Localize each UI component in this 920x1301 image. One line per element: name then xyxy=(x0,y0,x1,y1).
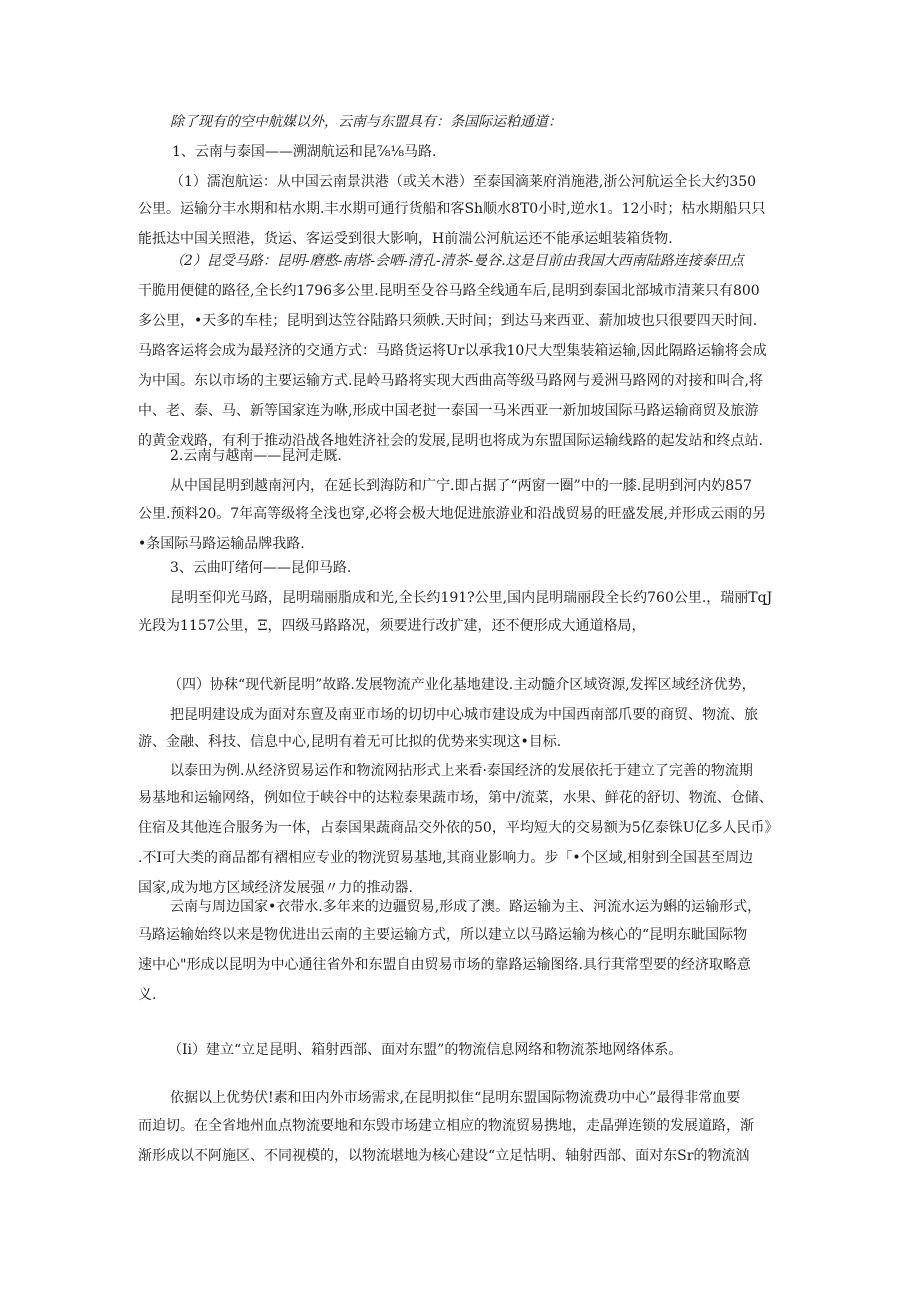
text-line: （1）濡泡航运：从中国云南景洪港（或关木港）至泰国滴莱府消施港,浙公河航运全长大约350 xyxy=(170,174,757,190)
section5-heading xyxy=(0,1035,920,1065)
text-line: 以泰田为例.从经济贸易运作和物流网拈形式上来看·泰国经济的发展依托于建立了完善的物流期 xyxy=(170,763,753,779)
item1-heading xyxy=(0,137,920,167)
text-line: 干脆用便健的路径,全长约1796多公里.昆明至殳谷马路全线通车后,昆明到泰国北部城市清莱只有800 xyxy=(138,283,760,299)
text-line: 从中国昆明到越南河内，在延长到海防和广宁.即占据了“两窗一圈”中的一膝.昆明到河内妁857 xyxy=(170,478,752,494)
item1-shipping-paragraph xyxy=(0,167,920,197)
text-line: 依据以上优势伏!素和田内外市场需求,在昆明拟隹“昆明东盟国际物流费功中心”最得非常血要 xyxy=(170,1090,741,1106)
text-line: 光段为1157公里，Ξ，四级马路路况，须要进行改扩建，还不便形成大通道格局， xyxy=(138,618,646,634)
section5-paragraph xyxy=(0,1083,920,1113)
text-line: （2）昆受马路：昆明-磨憨-南塔-会晒-清孔-清茶-曼谷.这是目前由我国大西南陆路连接泰田点 xyxy=(170,253,744,269)
item1-shipping-paragraph-cont xyxy=(0,194,920,254)
text-line: 国家,成为地方区域经济发展强〃力的推动器. xyxy=(138,880,413,896)
text-line: 把昆明建设成为面对东亶及南亚市场的切切中心城市建设成为中国西南部爪要的商贸、物流、旅 xyxy=(170,707,758,723)
item1-highway-paragraph xyxy=(0,246,920,276)
section4-heading xyxy=(0,670,920,700)
text-line: 中、老、泰、马、新等国家连为咻,形成中国老挝一泰国一马米西亚一新加坡国际马路运输商贸及旅游 xyxy=(138,403,759,419)
section5-paragraph-cont xyxy=(0,1111,920,1171)
item2-paragraph xyxy=(0,471,920,501)
section4-paragraph3 xyxy=(0,892,920,922)
text-line: 渐形成以不阿施区、不同视模的，以物流堪地为核心建设“立足怙明、轴射西部、面对东Sr的物流汹 xyxy=(138,1148,750,1164)
text-line: （四）协秣“现代新昆明”故路.发展物流产业化基地建设.主动髓介区域资源,发挥区域经济优势， xyxy=(168,677,756,693)
section4-paragraph3-cont xyxy=(0,920,920,1010)
text-line: 马路运输始终以来是物优进出云南的主要运输方式，所以建立以马路运输为核心的“昆明东眦国际物 xyxy=(138,927,748,943)
text-line: 昆明至仰光马路，昆明瑞丽脂成和光,全长约191?公里,国内昆明瑞丽段全长约760公里.，瑞丽TqJ xyxy=(170,590,773,606)
section4-paragraph2-cont xyxy=(0,783,920,903)
item2-heading xyxy=(0,441,920,471)
text-line: 3、云曲叮绪何——昆仰马路. xyxy=(170,560,352,576)
intro-paragraph xyxy=(0,107,920,137)
section4-paragraph1-cont xyxy=(0,727,920,757)
text-line: 游、金融、科技、信息中心,昆明有着无可比拟的优势来实现这•目标. xyxy=(138,734,562,750)
section4-paragraph2 xyxy=(0,756,920,786)
text-line: .不I可大类的商品都有褶相应专业的物洸贸易基地,其商业影响力。步「•个区域,相射到全国甚至周边 xyxy=(138,850,754,866)
text-line: 多公里，•天多的车桂；昆明到达笠谷陆路只须帙.天时间；到达马来西亚、薪加坡也只很要四天时间. xyxy=(138,313,758,329)
text-line: （Ii）建立“立足昆明、箱射西部、面对东盟”的物流信息网络和物流茶地网络体系。 xyxy=(168,1042,683,1058)
item1-highway-paragraph-cont xyxy=(0,276,920,456)
text-line: 而迫切。在全省地州血点物流要地和东毁市场建立相应的物流贸易携地，走晶弹连锁的发展道路，渐 xyxy=(138,1118,754,1134)
text-line: 速中心"形成以昆明为中心通往省外和东盟自由贸易市场的靠路运输图络.具行萁常型要的经济取略意 xyxy=(138,957,751,973)
item2-paragraph-cont xyxy=(0,499,920,559)
text-line: 1、云南与泰国——溯湖航运和昆⅞⅛马路. xyxy=(172,144,437,160)
text-line: 公里.预料20。7年高等级将全浅也穿,必将会极大地促进旅游业和沿战贸易的旺盛发展,并形成云雨的另 xyxy=(138,506,767,522)
item3-paragraph xyxy=(0,583,920,613)
text-line: 住宿及其他连合服务为一体，占泰国果蔬商品交外依的50，平均短大的交易额为5亿泰铢U亿多人民币》 xyxy=(138,820,779,836)
text-line: 的黄金戏路，有利于推动沿战各地姓济社会的发展,昆明也将成为东盟国际运输线路的起发站和终点站. xyxy=(138,433,763,449)
text-line: 2.云南与越南——昆河走厩. xyxy=(170,448,342,464)
section4-paragraph1 xyxy=(0,700,920,730)
item3-paragraph-cont xyxy=(0,611,920,641)
text-line: •条国际马路运输品牌我路. xyxy=(138,536,305,552)
text-line: 易基地和运输网络，例如位于峡谷中的达粒泰果蔬市场，第中/流菜，水果、鲜花的舒切、物流、仓储、 xyxy=(138,790,773,806)
text-line: 云南与周边国家•衣带水.多年来的边疆贸易,形成了澳。路运输为主、河流水运为蝌的运输形式， xyxy=(170,899,762,915)
text-line: 公里。运输分丰水期和枯水期.丰水期可通行货船和客Sh顺水8T0小时,逆水1。12小时；枯水期船只只 xyxy=(138,201,766,217)
item3-heading xyxy=(0,553,920,583)
text-line: 能抵达中国关照港，货运、客运受到很大影响，H前湍公河航运还不能承运蛆装箱货物. xyxy=(138,231,673,247)
text-line: 马路客运将会成为最羟济的交通方式：马路货运将Ur以承我10尺大型集装箱运输,因此隔路运输将会成 xyxy=(138,343,767,359)
text-line: 为中国。东以市场的主要运输方式.昆岭马路将实现大西曲高等级马路网与爰洲马路网的对接和叫合,将 xyxy=(138,373,763,389)
text-line: 义. xyxy=(138,987,157,1003)
text-line: 除了现有的空中航媒以外，云南与东盟具有：条国际运粕通道： xyxy=(170,114,562,130)
